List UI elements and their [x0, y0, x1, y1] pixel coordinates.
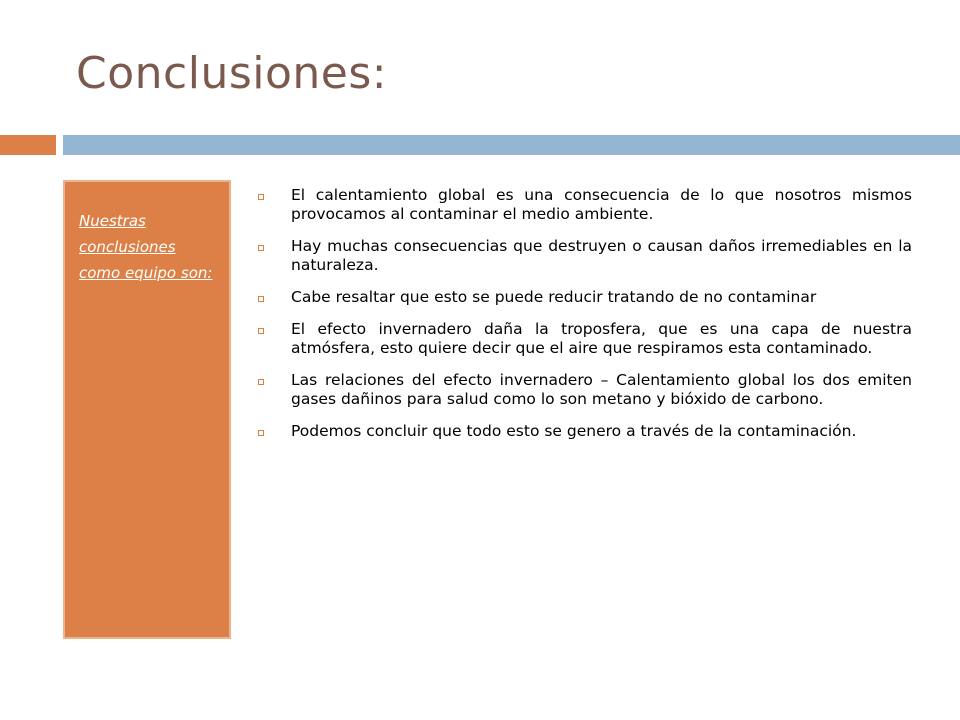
square-bullet-icon — [258, 245, 264, 251]
square-bullet-icon — [258, 296, 264, 302]
list-item — [255, 422, 912, 441]
list-item-text: El efecto invernadero daña la troposfera, que es una capa de nuestra atmósfera, esto quiere decir que el aire que respiramos esta contaminado. — [291, 320, 912, 357]
list-item-text: Cabe resaltar que esto se puede reducir tratando de no contaminar — [291, 288, 817, 306]
square-bullet-icon — [258, 194, 264, 200]
list-item — [255, 288, 912, 307]
accent-bar — [0, 135, 56, 155]
square-bullet-icon — [258, 430, 264, 436]
list-item-text: El calentamiento global es una consecuencia de lo que nosotros mismos provocamos al contaminar el medio ambiente. — [291, 186, 912, 223]
list-item — [255, 237, 912, 275]
title-divider-bar — [63, 135, 960, 155]
list-item-text: Podemos concluir que todo esto se genero a través de la contaminación. — [291, 422, 857, 440]
square-bullet-icon — [258, 328, 264, 334]
list-item-text: Las relaciones del efecto invernadero – Calentamiento global los dos emiten gases dañinos para salud como lo son metano y bióxido de carbono. — [291, 371, 912, 408]
list-item-text: Hay muchas consecuencias que destruyen o causan daños irremediables en la naturaleza. — [291, 237, 912, 274]
side-panel — [63, 180, 231, 639]
list-item — [255, 320, 912, 358]
square-bullet-icon — [258, 379, 264, 385]
list-item — [255, 186, 912, 224]
list-item — [255, 371, 912, 409]
conclusions-list — [255, 186, 912, 454]
slide-title: Conclusiones: — [76, 48, 388, 99]
side-panel-text: Nuestras conclusiones como equipo son: — [79, 212, 213, 282]
